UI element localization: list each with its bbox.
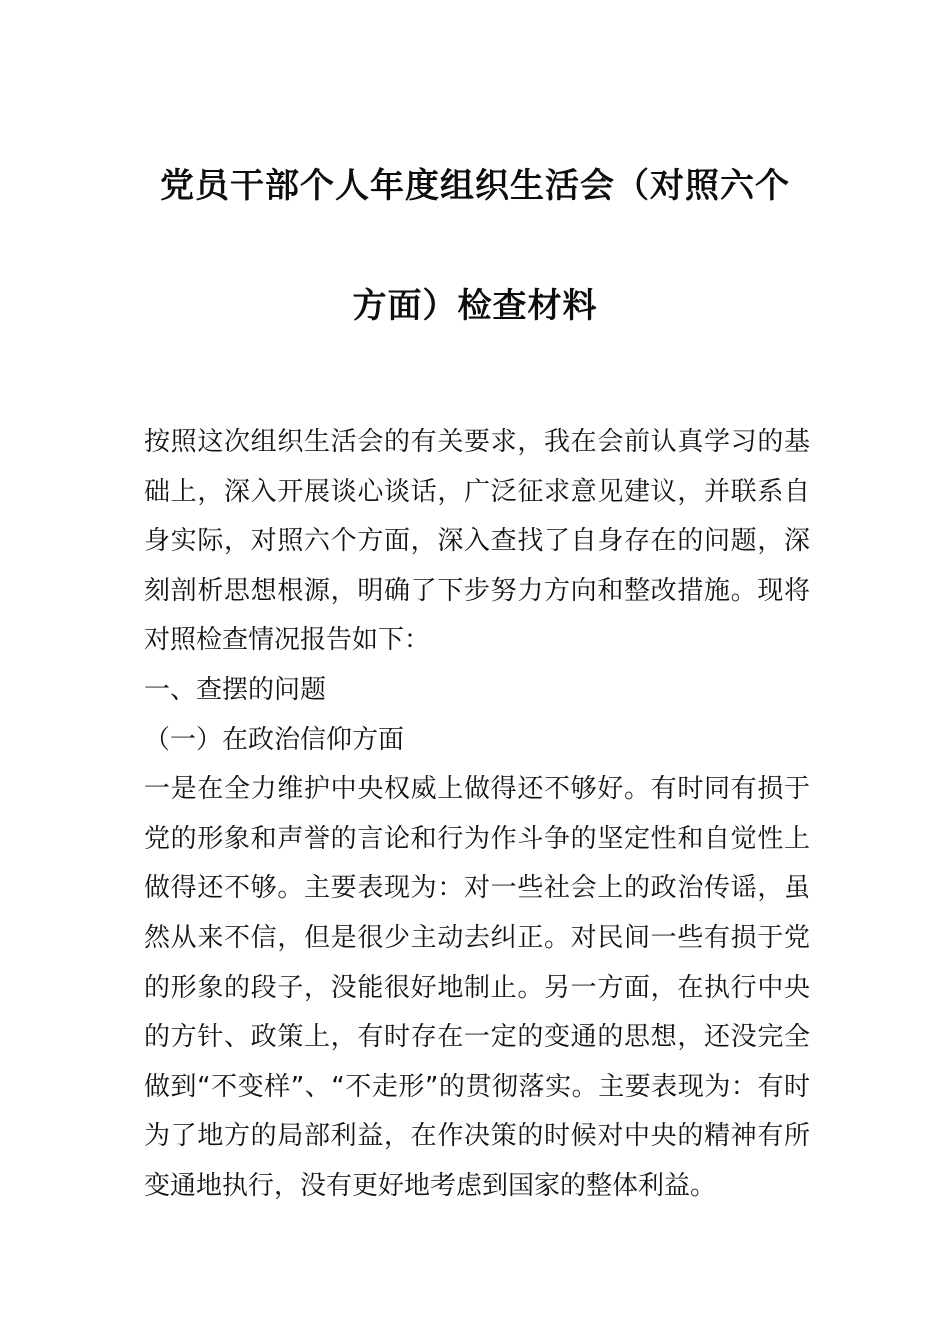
subsection-heading: （一）在政治信仰方面 [144, 724, 405, 755]
body-paragraph: 一是在全力维护中央权威上做得还不够好。有时同有损于党的形象和声誉的言论和行为作斗争的坚定性和自觉性上做得还不够。主要表现为：对一些社会上的政治传谣，虽然从来不信，但是很少主动去纠正。对民间一些有损于党的形象的段子，没能很好地制止。另一方面，在执行中央的方针、政策上，有时存在一定的变通的思想，还没完全做到“不变样”、“不走形”的贯彻落实。主要表现为：有时为了地方的局部利益，在作决策的时候对中央的精神有所变通地执行，没有更好地考虑到国家的整体利益。 [144, 774, 810, 1201]
intro-paragraph: 按照这次组织生活会的有关要求，我在会前认真学习的基础上，深入开展谈心谈话，广泛征求意见建议，并联系自身实际，对照六个方面，深入查找了自身存在的问题，深刻剖析思想根源，明确了下步努力方向和整改措施。现将对照检查情况报告如下： [144, 427, 810, 656]
document-body [144, 418, 810, 1212]
document-title-line-2: 方面）检查材料 [352, 286, 598, 326]
document-title-line-1: 党员干部个人年度组织生活会（对照六个 [160, 166, 790, 206]
section-heading: 一、查摆的问题 [144, 674, 327, 705]
